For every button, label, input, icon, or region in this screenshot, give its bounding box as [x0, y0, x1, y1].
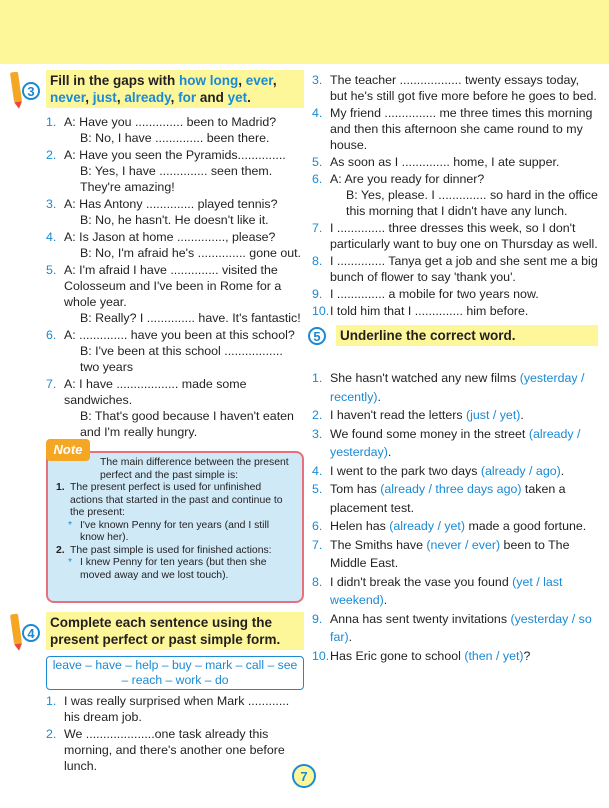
word-options: (already / yesterday): [330, 426, 581, 459]
note-point-number: 1.: [56, 482, 65, 493]
item-line-a: A: Is Jason at home .............., please?: [64, 230, 276, 244]
list-item: [46, 147, 304, 195]
exercise-4-title: Complete each sentence using the present perfect or past simple form.: [46, 612, 304, 650]
list-item: [46, 693, 304, 725]
item-line-a: A: Has Antony .............. played tennis?: [64, 197, 278, 211]
item-text: I .............. a mobile for two years now.: [330, 287, 539, 301]
exercise-3-header: [27, 70, 304, 110]
item-number: 5.: [312, 155, 323, 169]
item-text: Has Eric gone to school: [330, 648, 465, 663]
list-item: [312, 220, 598, 252]
list-item: [46, 376, 304, 440]
item-text: A: Are you ready for dinner?: [330, 172, 485, 186]
list-item: [312, 406, 598, 425]
word-options: (never / ever): [426, 537, 501, 552]
item-number: 1.: [312, 371, 323, 385]
title-text: ,: [238, 73, 246, 88]
item-text: We ....................one task already this morning, and there's another one before lunch.: [64, 727, 285, 773]
list-item: [312, 425, 598, 462]
list-item: [312, 253, 598, 285]
item-text-end: .: [383, 593, 388, 607]
item-line-b: B: No, he hasn't. He doesn't like it.: [80, 213, 269, 227]
exercise-number: 4: [22, 624, 40, 642]
exercise-3-list: [46, 114, 304, 440]
item-text: I haven't read the letters: [330, 408, 466, 422]
list-item: [46, 229, 304, 261]
page-number: 7: [292, 764, 316, 788]
list-item: [312, 72, 598, 104]
keyword: just: [92, 90, 117, 105]
item-text: I .............. Tanya get a job and she sent me a big bunch of flower to say 'thank you'.: [330, 254, 598, 284]
item-number: 2.: [312, 408, 323, 422]
word-options: (yet / last weekend): [330, 574, 563, 607]
item-text: I told him that I .............. him before.: [330, 304, 529, 318]
pencil-number-icon: [306, 325, 336, 365]
item-number: 1.: [46, 115, 57, 129]
item-text: Tom has: [330, 482, 381, 496]
list-item: [46, 726, 304, 774]
item-number: 4.: [46, 230, 57, 244]
keyword: ever: [245, 73, 273, 88]
exercise-4-list-right: [312, 72, 598, 319]
item-number: 10.: [312, 304, 330, 318]
item-line-a: A: Have you .............. been to Madrid?: [64, 115, 277, 129]
note-example-2: [56, 557, 296, 582]
item-text: I went to the park two days: [330, 463, 481, 478]
word-options: (yesterday / recently): [330, 371, 585, 404]
item-number: 10.: [312, 648, 330, 663]
exercise-number: 5: [308, 327, 326, 345]
item-text: We found some money in the street: [330, 426, 529, 441]
left-column: [27, 70, 304, 441]
item-text-end: ?: [523, 648, 531, 663]
item-text-end: .: [387, 445, 392, 459]
list-item: [46, 327, 304, 375]
exercise-4-header: [27, 612, 304, 652]
keyword: how long: [179, 73, 239, 88]
item-number: 3.: [312, 73, 323, 87]
note-example-text: I've known Penny for ten years (and I still know her).: [80, 519, 270, 543]
list-item: [312, 517, 598, 536]
list-item: [46, 196, 304, 228]
item-line-a: A: .............. have you been at this school?: [64, 328, 295, 342]
item-text: I didn't break the vase you found: [330, 574, 513, 589]
item-line-a: A: I'm afraid I have .............. visited the Colosseum and I've been in Rome for a whole year.: [64, 263, 282, 309]
item-text: As soon as I .............. home, I ate supper.: [330, 155, 560, 169]
star-icon: *: [68, 557, 73, 568]
item-text-end: been to The Middle East.: [330, 537, 570, 570]
pencil-number-icon: [10, 612, 46, 652]
item-line-a: A: I have .................. made some sandwiches.: [64, 377, 247, 407]
item-line-b: B: Yes, I have .............. seen them. They're amazing!: [80, 164, 273, 194]
word-options: (yesterday / so far): [330, 611, 592, 644]
item-text-end: taken a placement test.: [330, 482, 566, 515]
item-number: 3.: [312, 426, 323, 441]
exercise-4-left: [27, 612, 304, 775]
list-item: [312, 286, 598, 302]
note-point-text: The present perfect is used for unfinished actions that started in the past and continue to the present:: [70, 482, 283, 518]
item-number: 9.: [312, 287, 323, 301]
item-number: 4.: [312, 463, 323, 478]
title-text: Fill in the gaps with: [50, 73, 180, 88]
item-line-b: B: That's good because I haven't eaten and I'm really hungry.: [80, 409, 294, 439]
item-line-b: B: I've been at this school ................. two years: [80, 344, 283, 374]
item-text: I .............. three dresses this week, so I don't particularly want to buy one on Thursday as well.: [330, 221, 598, 251]
note-tag: Note: [46, 439, 90, 461]
note-point-text: The past simple is used for finished actions:: [70, 544, 272, 556]
title-text: ,: [272, 73, 277, 88]
item-text: The teacher .................. twenty essays today, but he's still got five more before he goes to bed.: [330, 73, 597, 103]
pencil-number-icon: [10, 70, 46, 110]
item-number: 2.: [46, 727, 57, 741]
list-item: [312, 171, 598, 219]
title-text: ,: [85, 90, 93, 105]
exercise-number: 3: [22, 82, 40, 100]
item-text-end: .: [348, 630, 353, 644]
item-number: 7.: [312, 537, 323, 552]
pencil-icon: [10, 614, 22, 645]
item-text: I was really surprised when Mark ............ his dream job.: [64, 694, 290, 724]
item-line-b: B: Really? I .............. have. It's fantastic!: [80, 311, 301, 325]
item-line-b: B: Yes, please. I .............. so hard in the office this morning that I didn't have any lunch.: [346, 188, 598, 218]
note-point-number: 2.: [56, 544, 65, 556]
right-column: [312, 72, 598, 665]
item-text: Anna has sent twenty invitations: [330, 611, 511, 626]
item-number: 8.: [312, 254, 323, 268]
item-text-end: .: [560, 463, 565, 478]
item-number: 8.: [312, 574, 323, 589]
title-text: and: [196, 90, 228, 105]
note-example-1: [56, 520, 296, 545]
star-icon: *: [68, 519, 73, 531]
list-item: [312, 647, 598, 666]
word-options: (already / ago): [480, 463, 561, 478]
item-text-end: .: [520, 408, 524, 422]
keyword: never: [50, 90, 86, 105]
item-number: 6.: [46, 328, 57, 342]
item-number: 2.: [46, 148, 57, 162]
list-item: [312, 154, 598, 170]
item-text: The Smiths have: [330, 537, 427, 552]
item-text: My friend ............... me three times this morning and then this afternoon she came round to my house.: [330, 106, 593, 152]
list-item: [312, 573, 598, 610]
word-options: (already / yet): [389, 519, 465, 533]
top-band: [0, 0, 609, 64]
item-number: 6.: [312, 172, 323, 186]
item-line-b: B: No, I have .............. been there.: [80, 131, 270, 145]
note-box: [46, 441, 304, 603]
title-text: ,: [116, 90, 125, 105]
word-options: (already / three days ago): [380, 482, 522, 496]
word-box: leave – have – help – buy – mark – call – see – reach – work – do: [46, 656, 304, 690]
item-number: 5.: [46, 263, 57, 277]
item-text-end: made a good fortune.: [465, 519, 587, 533]
list-item: [312, 536, 598, 573]
note-point-1: [56, 482, 296, 520]
exercise-5-list: [312, 369, 598, 665]
keyword: already: [124, 90, 171, 105]
item-number: 9.: [312, 611, 323, 626]
list-item: [46, 262, 304, 326]
item-number: 7.: [312, 221, 323, 235]
list-item: [312, 303, 598, 319]
list-item: [312, 480, 598, 517]
word-options: (then / yet): [464, 648, 524, 663]
exercise-4-list-left: [46, 693, 304, 774]
item-number: 7.: [46, 377, 57, 391]
note-point-2: [56, 545, 296, 558]
item-text-end: .: [377, 389, 381, 404]
word-options: (just / yet): [466, 408, 521, 422]
exercise-5-title: Underline the correct word.: [336, 325, 598, 346]
title-text: .: [247, 90, 251, 105]
note-intro: The main difference between the present perfect and the past simple is:: [100, 457, 289, 481]
keyword: yet: [227, 90, 248, 105]
keyword: for: [178, 90, 197, 105]
list-item: [312, 462, 598, 481]
item-text: She hasn't watched any new films: [330, 371, 520, 385]
note-example-text: I knew Penny for ten years (but then she moved away and we lost touch).: [80, 557, 267, 581]
list-item: [312, 369, 598, 406]
exercise-3-title: [46, 70, 304, 108]
list-item: [312, 610, 598, 647]
pencil-icon: [10, 72, 22, 103]
item-number: 4.: [312, 106, 323, 120]
item-line-b: B: No, I'm afraid he's .............. gone out.: [80, 246, 301, 260]
title-text: ,: [170, 90, 179, 105]
list-item: [46, 114, 304, 146]
list-item: [312, 105, 598, 153]
item-number: 1.: [46, 694, 57, 708]
item-number: 5.: [312, 482, 323, 496]
item-text: Helen has: [330, 519, 390, 533]
item-number: 3.: [46, 197, 57, 211]
item-line-a: A: Have you seen the Pyramids..............: [64, 148, 286, 162]
exercise-5-header: [312, 325, 598, 365]
item-number: 6.: [312, 519, 323, 533]
